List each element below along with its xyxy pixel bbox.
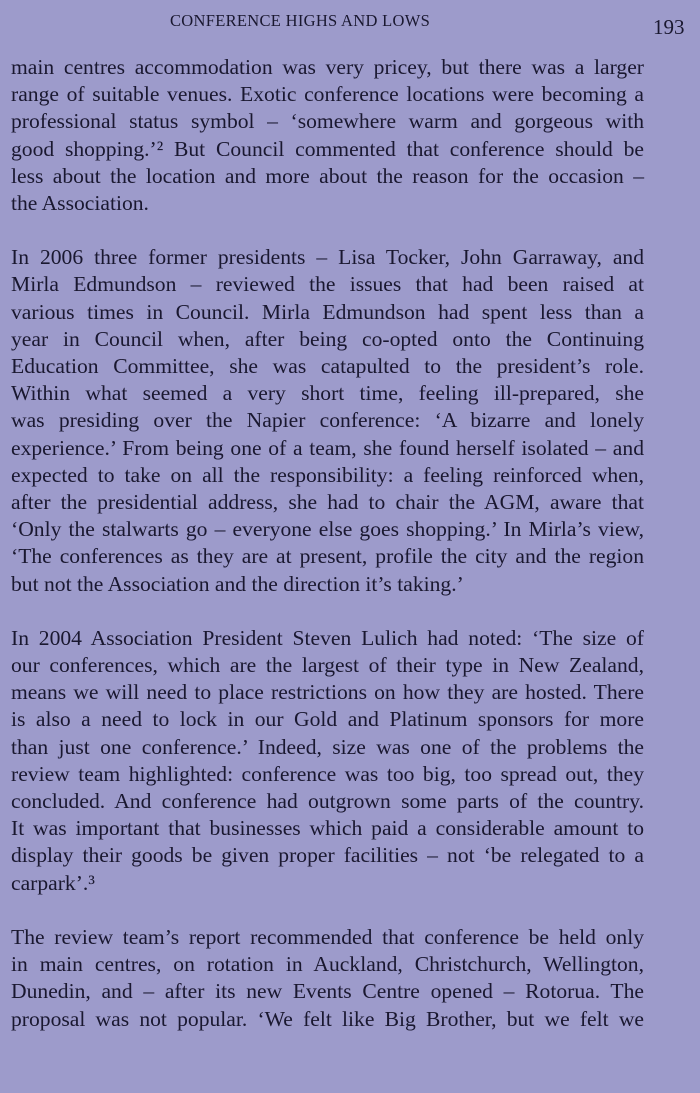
text-line: review team highlighted: conference was too big, too spread out, they xyxy=(11,761,644,786)
text-line: Within what seemed a very short time, feeling ill-prepared, she xyxy=(11,381,644,406)
text-line: good shopping.’² But Council commented that conference should be xyxy=(11,136,644,161)
text-line: In 2004 Association President Steven Lulich had noted: ‘The size of xyxy=(11,625,644,650)
text-line: is also a need to lock in our Gold and Platinum sponsors for more xyxy=(11,707,644,732)
text-line: In 2006 three former presidents – Lisa Tocker, John Garraway, and xyxy=(11,245,644,270)
text-line: main centres accommodation was very pricey, but there was a larger xyxy=(11,55,644,79)
paragraph-3 xyxy=(11,625,644,897)
text-line: concluded. And conference had outgrown some parts of the country. xyxy=(11,789,644,814)
text-line: Education Committee, she was catapulted to the president’s role. xyxy=(11,354,644,379)
paragraph-1 xyxy=(11,54,644,217)
text-line: It was important that businesses which paid a considerable amount to xyxy=(11,816,644,841)
running-head xyxy=(0,11,700,39)
page-number: 193 xyxy=(653,15,685,39)
text-line: than just one conference.’ Indeed, size was one of the problems the xyxy=(11,734,644,759)
body-text xyxy=(11,54,644,1060)
paragraph-2 xyxy=(11,244,644,598)
text-line: after the presidential address, she had to chair the AGM, aware that xyxy=(11,490,644,515)
text-line: less about the location and more about the reason for the occasion – xyxy=(11,163,644,188)
paragraph-4 xyxy=(11,924,644,1033)
text-line: ‘The conferences as they are at present, profile the city and the region xyxy=(11,544,644,569)
text-line: ‘Only the stalwarts go – everyone else goes shopping.’ In Mirla’s view, xyxy=(11,517,644,542)
text-line: professional status symbol – ‘somewhere warm and gorgeous with xyxy=(11,109,644,134)
text-line: range of suitable venues. Exotic conference locations were becoming a xyxy=(11,82,644,107)
text-line: year in Council when, after being co-opted onto the Continuing xyxy=(11,326,644,351)
text-line: display their goods be given proper facilities – not ‘be relegated to a xyxy=(11,843,644,868)
text-line: proposal was not popular. ‘We felt like Big Brother, but we felt we xyxy=(11,1006,644,1031)
text-line: means we will need to place restrictions on how they are hosted. There xyxy=(11,680,644,705)
text-line: but not the Association and the direction it’s taking.’ xyxy=(11,571,464,596)
text-line: Mirla Edmundson – reviewed the issues that had been raised at xyxy=(11,272,644,297)
text-line: Dunedin, and – after its new Events Centre opened – Rotorua. The xyxy=(11,979,644,1004)
running-title: CONFERENCE HIGHS AND LOWS xyxy=(170,11,431,30)
text-line: various times in Council. Mirla Edmundson had spent less than a xyxy=(11,299,644,324)
text-line: The review team’s report recommended that conference be held only xyxy=(11,924,644,949)
text-line: was presiding over the Napier conference: ‘A bizarre and lonely xyxy=(11,408,644,433)
text-line: our conferences, which are the largest of their type in New Zealand, xyxy=(11,653,644,678)
text-line: carpark’.³ xyxy=(11,870,95,895)
text-line: experience.’ From being one of a team, she found herself isolated – and xyxy=(11,435,644,460)
text-line: the Association. xyxy=(11,191,149,216)
text-line: expected to take on all the responsibility: a feeling reinforced when, xyxy=(11,462,644,487)
text-line: in main centres, on rotation in Auckland, Christchurch, Wellington, xyxy=(11,952,644,977)
